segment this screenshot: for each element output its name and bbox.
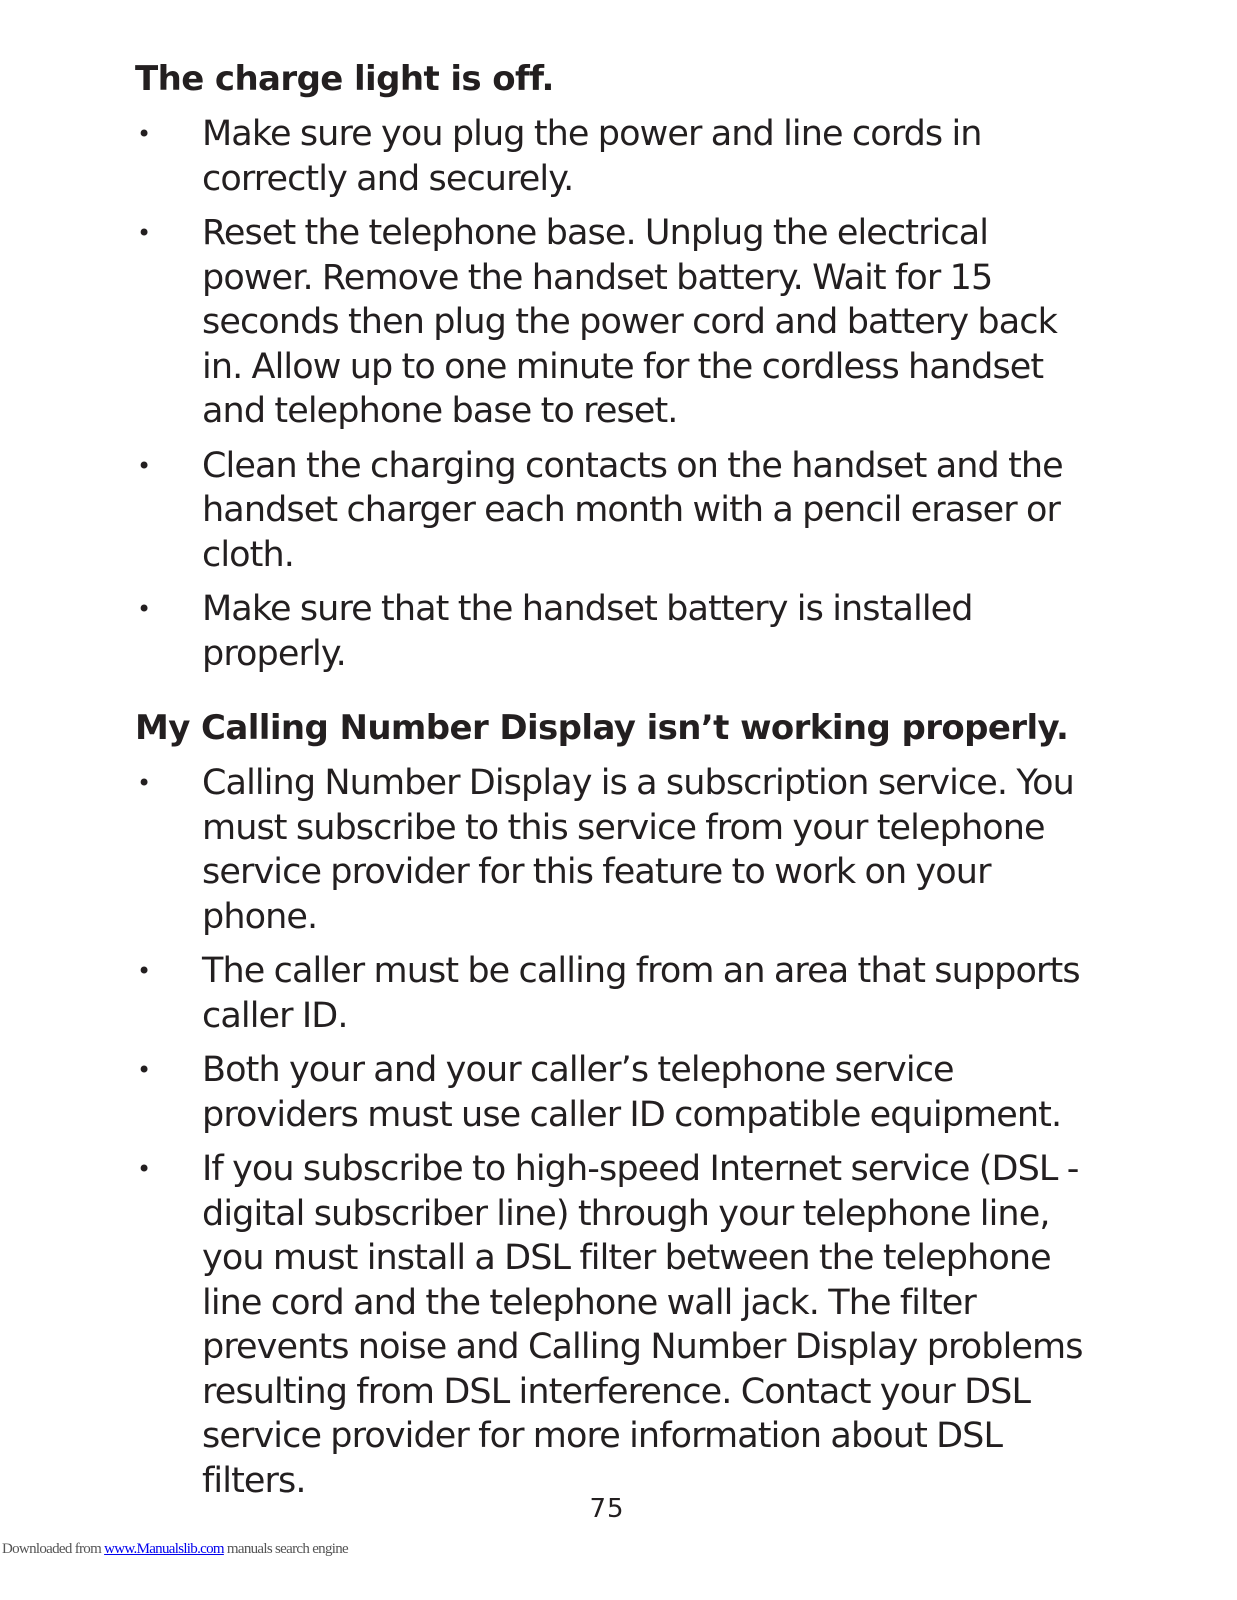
list-item-text: Reset the telephone base. Unplug the electrical power. Remove the handset battery. Wait for 15 seconds then plug the power cord and battery back in. Allow up to one minute for the cordless handset and telephone base to reset. [202,213,1057,431]
bullet-icon: • [137,769,151,797]
list-item [135,1147,1095,1503]
manualslib-link[interactable]: www.Manualslib.com [104,1541,224,1557]
list-item [135,949,1095,1038]
charge-light-list [135,112,1095,686]
bullet-icon: • [137,1056,151,1084]
section-heading-calling-number-display: My Calling Number Display isn’t working properly. [135,708,1069,748]
list-item-text: Clean the charging contacts on the handset and the handset charger each month with a pencil eraser or cloth. [202,445,1063,575]
list-item [135,761,1095,939]
list-item [135,112,1095,201]
section-heading-charge-light: The charge light is off. [135,59,554,99]
bullet-icon: • [137,219,151,247]
list-item [135,211,1095,434]
list-item-text: Make sure you plug the power and line cords in correctly and securely. [202,114,982,199]
list-item [135,1048,1095,1137]
list-item-text: Make sure that the handset battery is installed properly. [202,589,973,674]
bullet-icon: • [137,1155,151,1183]
bullet-icon: • [137,451,151,480]
download-footer [2,1541,348,1558]
bullet-icon: • [137,120,151,148]
list-item-text: If you subscribe to high-speed Internet service (DSL - digital subscriber line) through your telephone line, you must install a DSL filter between the telephone line cord and the telephone wall jack. The filter prevents noise and Calling Number Display problems resulting from DSL interference. Contact your DSL service provider for more information about DSL filters. [202,1149,1083,1501]
list-item-text: Both your and your caller’s telephone service providers must use caller ID compatible equipment. [202,1050,1062,1135]
footer-prefix: Downloaded from [2,1541,105,1557]
page-number: 75 [589,1494,625,1524]
list-item-text: Calling Number Display is a subscription service. You must subscribe to this service from your telephone service provider for this feature to work on your phone. [202,763,1074,937]
footer-suffix: manuals search engine [223,1541,348,1557]
list-item-text: The caller must be calling from an area that supports caller ID. [202,951,1080,1036]
list-item [135,587,1095,676]
bullet-icon: • [137,957,151,985]
bullet-icon: • [137,595,151,623]
calling-number-display-list [135,761,1095,1513]
list-item [135,444,1095,578]
